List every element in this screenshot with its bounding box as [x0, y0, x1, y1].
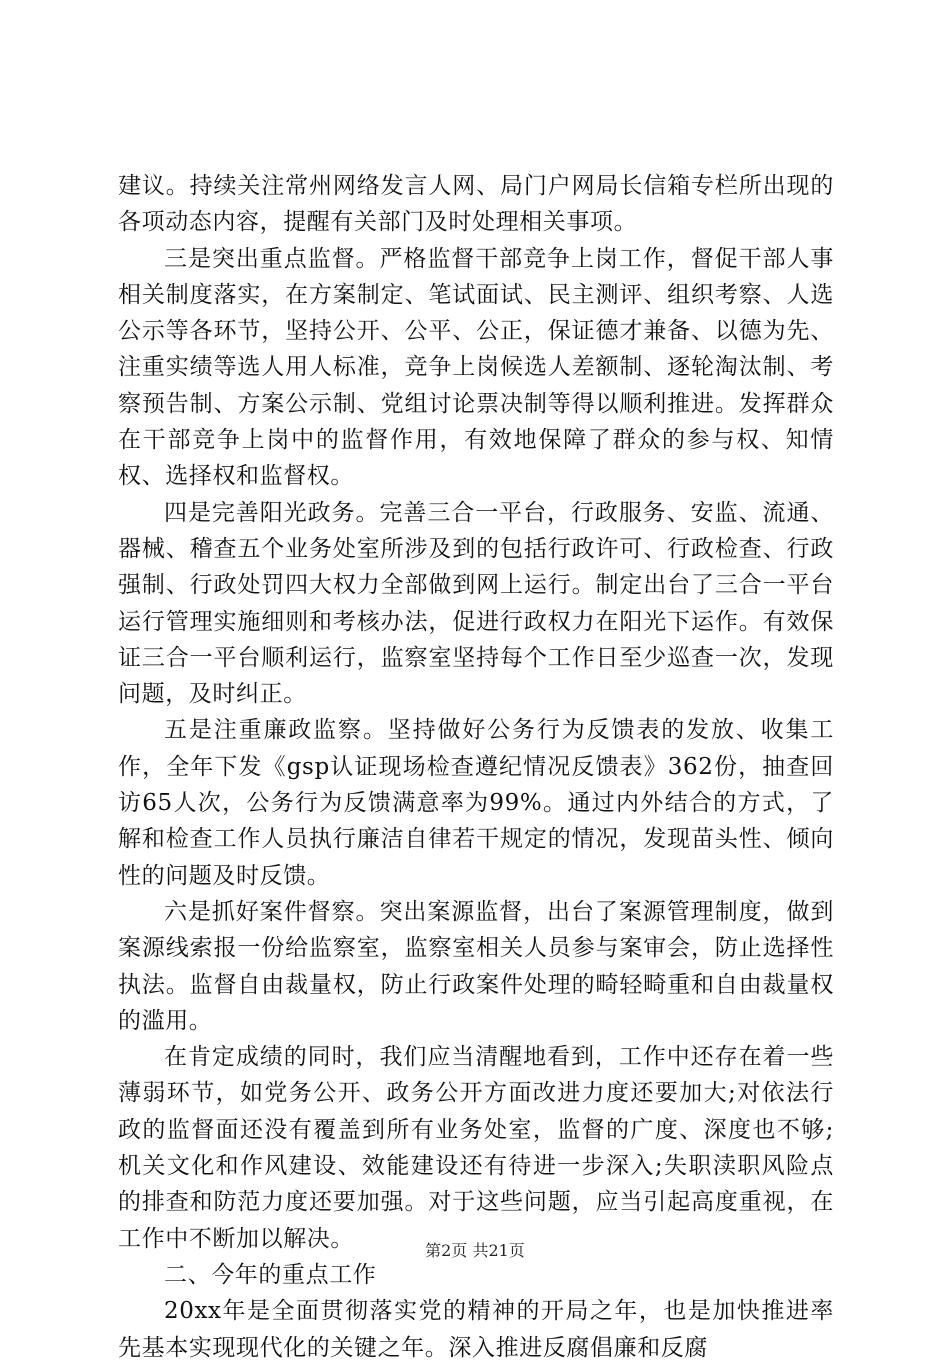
paragraph: 在肯定成绩的同时，我们应当清醒地看到，工作中还存在着一些薄弱环节，如党务公开、政务公开方面改进力度还要加大;对依法行政的监督面还没有覆盖到所有业务处室，监督的广度、深度也不够;机关文化和作风建设、效能建设还有待进一步深入;失职渎职风险点的排查和防范力度还要加强。对于这些问题，应当引起高度重视，在工作中不断加以解决。 [118, 1044, 834, 1252]
paragraph: 六是抓好案件督察。突出案源监督，出台了案源管理制度，做到案源线索报一份给监察室，监察室相关人员参与案审会，防止选择性执法。监督自由裁量权，防止行政案件处理的畸轻畸重和自由裁量权的滥用。 [118, 898, 834, 1034]
paragraph: 四是完善阳光政务。完善三合一平台，行政服务、安监、流通、器械、稽查五个业务处室所涉及到的包括行政许可、行政检查、行政强制、行政处罚四大权力全部做到网上运行。制定出台了三合一平台运行管理实施细则和考核办法，促进行政权力在阳光下运作。有效保证三合一平台顺利运行，监察室坚持每个工作日至少巡查一次，发现问题，及时纠正。 [118, 499, 834, 708]
paragraph: 建议。持续关注常州网络发言人网、局门户网局长信箱专栏所出现的各项动态内容，提醒有关部门及时处理相关事项。 [118, 173, 834, 236]
document-body [118, 168, 834, 1366]
paragraph: 五是注重廉政监察。坚持做好公务行为反馈表的发放、收集工作，全年下发《gsp认证现场检查遵纪情况反馈表》362份，抽查回访65人次，公务行为反馈满意率为99%。通过内外结合的方式，了解和检查工作人员执行廉洁自律若干规定的情况，发现苗头性、倾向性的问题及时反馈。 [118, 717, 834, 889]
section-heading: 二、今年的重点工作 [164, 1261, 377, 1288]
paragraph: 三是突出重点监督。严格监督干部竞争上岗工作，督促干部人事相关制度落实，在方案制定、笔试面试、民主测评、组织考察、人选公示等各环节，坚持公开、公平、公正，保证德才兼备、以德为先、注重实绩等选人用人标准，竞争上岗候选人差额制、逐轮淘汰制、考察预告制、方案公示制、党组讨论票决制等得以顺利推进。发挥群众在干部竞争上岗中的监督作用，有效地保障了群众的参与权、知情权、选择权和监督权。 [118, 245, 834, 490]
page-footer [0, 1240, 950, 1262]
paragraph: 20xx年是全面贯彻落实党的精神的开局之年，也是加快推进率先基本实现现代化的关键之年。深入推进反腐倡廉和反腐 [118, 1298, 834, 1361]
page-number-label: 第2页 共21页 [425, 1241, 525, 1260]
